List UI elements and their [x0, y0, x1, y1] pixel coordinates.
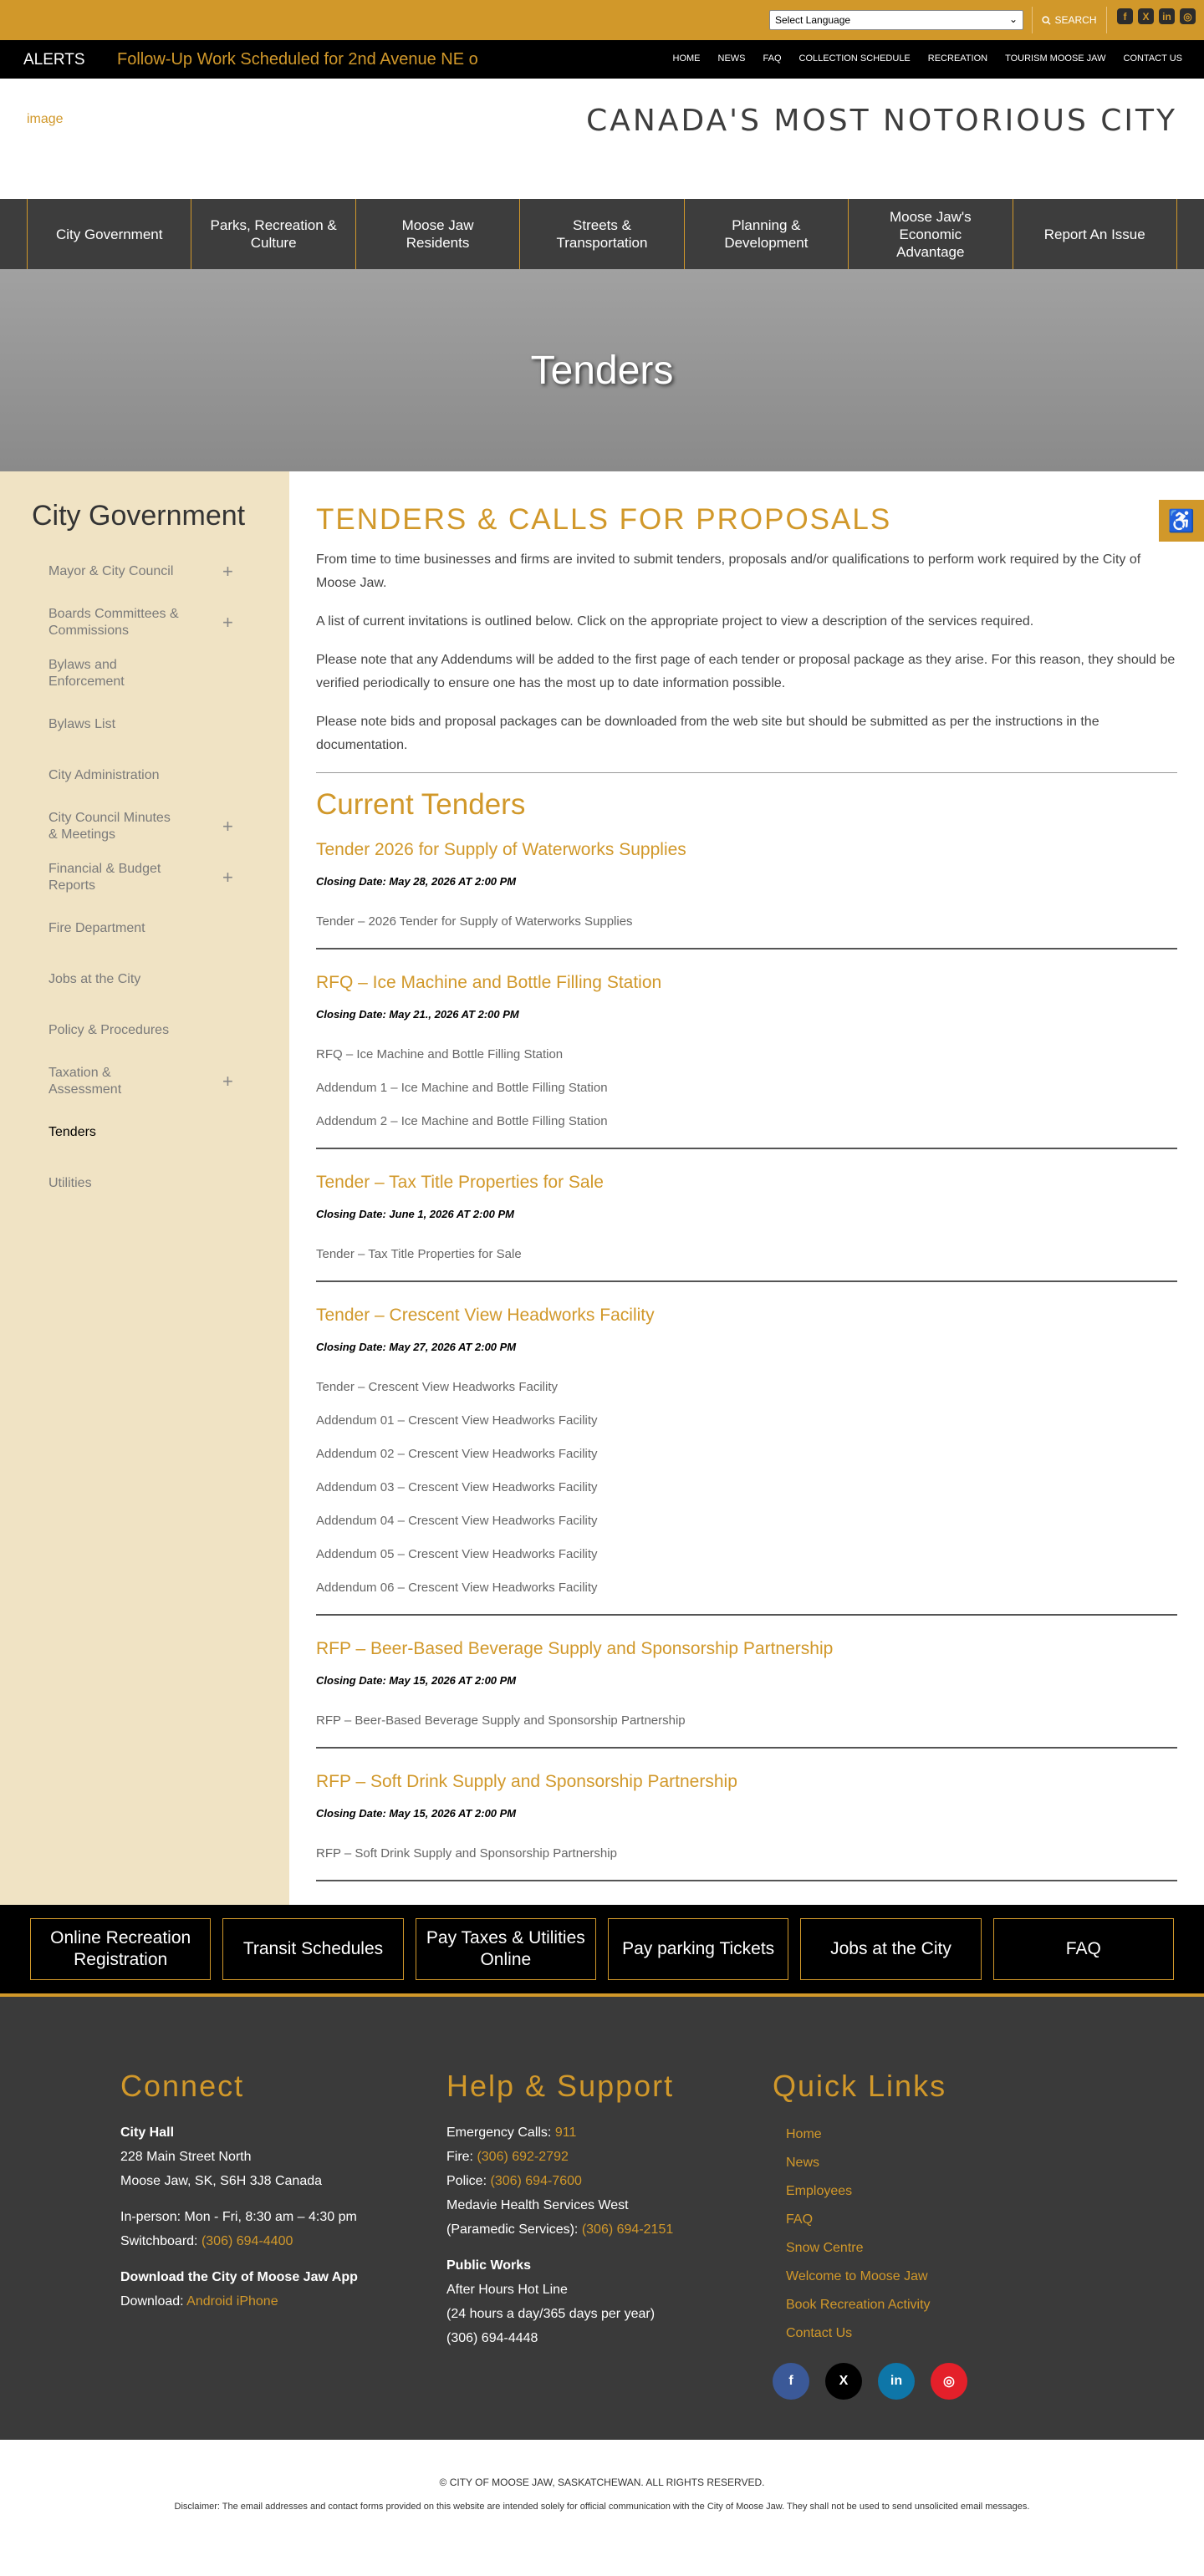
main-nav: [0, 199, 1204, 269]
util-nav-collection-schedule[interactable]: COLLECTION SCHEDULE: [798, 53, 911, 64]
instagram-icon[interactable]: ◎: [931, 2363, 967, 2400]
tender-documents: [316, 1380, 1177, 1595]
tender-document-link[interactable]: Addendum 06 – Crescent View Headworks Facility: [316, 1581, 598, 1595]
linkedin-icon[interactable]: in: [878, 2363, 915, 2400]
sidebar-item[interactable]: [32, 597, 258, 648]
tender-document-link[interactable]: Tender – Tax Title Properties for Sale: [316, 1247, 522, 1261]
tender-title[interactable]: Tender – Crescent View Headworks Facility: [316, 1306, 655, 1325]
alerts-label: ALERTS: [23, 51, 85, 69]
sidebar-item[interactable]: [32, 546, 258, 597]
site-tagline: CANADA'S MOST NOTORIOUS CITY: [586, 104, 1177, 138]
office-hours: In-person: Mon - Fri, 8:30 am – 4:30 pm: [120, 2210, 357, 2224]
content-heading: TENDERS & CALLS FOR PROPOSALS: [316, 503, 892, 536]
tender-title[interactable]: RFP – Beer-Based Beverage Supply and Sponsorship Partnership: [316, 1639, 834, 1658]
main-content: [289, 471, 1204, 1905]
tender-document-link[interactable]: Addendum 03 – Crescent View Headworks Facility: [316, 1480, 598, 1494]
tile-faq[interactable]: FAQ: [993, 1918, 1174, 1980]
nav-planning-development[interactable]: Planning & Development: [684, 199, 848, 269]
plus-icon[interactable]: +: [222, 815, 233, 837]
alerts-bar: [0, 40, 1204, 79]
paramedic-phone[interactable]: (306) 694-2151: [581, 2222, 674, 2237]
police-phone[interactable]: (306) 694-7600: [490, 2174, 582, 2188]
intro-paragraph: A list of current invitations is outlined below. Click on the appropriate project to view a description of the services required.: [316, 614, 1034, 629]
site-logo[interactable]: image: [27, 112, 64, 126]
util-nav-contact[interactable]: CONTACT US: [1123, 53, 1182, 64]
nav-streets-transportation[interactable]: Streets & Transportation: [519, 199, 683, 269]
tender-document-link[interactable]: RFP – Beer-Based Beverage Supply and Sponsorship Partnership: [316, 1713, 686, 1728]
footer-connect-title: Connect: [120, 2069, 245, 2103]
divider: [316, 772, 1177, 773]
footer-quick-links: [773, 2069, 1057, 2400]
nav-residents[interactable]: Moose Jaw Residents: [355, 199, 519, 269]
search-button[interactable]: [1032, 7, 1107, 33]
tile-transit-schedules[interactable]: Transit Schedules: [222, 1918, 403, 1980]
footer-connect: [120, 2069, 405, 2314]
divider: [316, 948, 1177, 949]
util-nav-faq[interactable]: FAQ: [763, 53, 782, 64]
quick-link[interactable]: Employees: [786, 2184, 853, 2198]
tile-pay-parking[interactable]: Pay parking Tickets: [608, 1918, 788, 1980]
x-icon[interactable]: X: [825, 2363, 862, 2400]
nav-economic-advantage[interactable]: Moose Jaw's Economic Advantage: [848, 199, 1012, 269]
tender-title[interactable]: RFP – Soft Drink Supply and Sponsorship Partnership: [316, 1772, 737, 1791]
util-nav-news[interactable]: NEWS: [717, 53, 746, 64]
disclaimer: Disclaimer: The email addresses and contact forms provided on this website are intended solely for official communication with the City of Moose Jaw. They shall not be used to send unsolicited email messages.: [174, 2502, 1030, 2512]
facebook-icon[interactable]: f: [773, 2363, 809, 2400]
plus-icon[interactable]: +: [222, 1070, 233, 1092]
tender-documents: [316, 1247, 1177, 1261]
sidebar-item[interactable]: [32, 1005, 258, 1056]
tender-document-link[interactable]: Tender – Crescent View Headworks Facility: [316, 1380, 559, 1394]
tender-closing-date: Closing Date: May 15, 2026 AT 2:00 PM: [316, 1674, 517, 1687]
search-icon: [1042, 16, 1051, 25]
after-hours-phone[interactable]: (306) 694-4448: [446, 2331, 538, 2345]
sidebar-item[interactable]: [32, 1056, 258, 1107]
emergency-phone[interactable]: 911: [554, 2125, 577, 2140]
nav-city-government[interactable]: City Government: [27, 199, 191, 269]
footer-help: [446, 2069, 731, 2350]
intro-paragraph: From time to time businesses and firms are invited to submit tenders, proposals and/or qualifications to perform work required by the City of Moose Jaw.: [316, 552, 1141, 590]
sidebar-item-label: Boards Committees & Commissions: [48, 606, 179, 638]
tender-document-link[interactable]: Addendum 04 – Crescent View Headworks Facility: [316, 1514, 598, 1528]
sidebar-item[interactable]: [32, 699, 258, 750]
city-hall-label: City Hall: [120, 2125, 175, 2140]
quick-link[interactable]: Welcome to Moose Jaw: [786, 2269, 928, 2283]
tender-document-link[interactable]: Addendum 02 – Crescent View Headworks Facility: [316, 1447, 598, 1461]
public-works-label: Public Works: [446, 2258, 532, 2273]
quick-link[interactable]: FAQ: [786, 2212, 814, 2227]
tender-documents: [316, 1047, 1177, 1128]
quick-link[interactable]: Home: [786, 2127, 822, 2141]
tender-documents: [316, 914, 1177, 929]
switchboard-phone[interactable]: (306) 694-4400: [201, 2234, 293, 2248]
intro-paragraph: Please note that any Addendums will be added to the first page of each tender or proposal package as they arise. For this reason, they should be verified periodically to ensure one has the most up to date information possible.: [316, 653, 1176, 690]
sidebar-item[interactable]: [32, 954, 258, 1005]
search-label: SEARCH: [1054, 14, 1097, 26]
sidebar-list: [32, 546, 258, 1209]
quick-link[interactable]: Contact Us: [786, 2326, 853, 2340]
nav-report-issue[interactable]: Report An Issue: [1013, 199, 1177, 269]
sidebar-item-label: Tenders: [48, 1124, 96, 1139]
after-hours-note: (24 hours a day/365 days per year): [446, 2307, 656, 2321]
linkedin-icon[interactable]: in: [1159, 8, 1175, 24]
alert-ticker[interactable]: Follow-Up Work Scheduled for 2nd Avenue NE o: [117, 50, 478, 69]
sidebar-item-label: Bylaws and Enforcement: [48, 657, 125, 689]
sidebar-item-label: Policy & Procedures: [48, 1022, 170, 1037]
tender-closing-date: Closing Date: May 15, 2026 AT 2:00 PM: [316, 1807, 517, 1820]
sidebar-item[interactable]: [32, 648, 258, 699]
footer-help-title: Help & Support: [446, 2069, 675, 2103]
tender-closing-date: Closing Date: June 1, 2026 AT 2:00 PM: [316, 1208, 514, 1220]
chevron-down-icon: ⌄: [1008, 13, 1018, 25]
tender-document-link[interactable]: Addendum 01 – Crescent View Headworks Facility: [316, 1413, 598, 1428]
accessibility-button[interactable]: [1159, 500, 1204, 542]
tender-item: [316, 1772, 1177, 1881]
tender-title[interactable]: RFQ – Ice Machine and Bottle Filling Station: [316, 973, 662, 992]
sidebar-item[interactable]: [32, 903, 258, 954]
divider: [316, 1880, 1177, 1881]
intro-text: [316, 548, 1177, 757]
sidebar-item[interactable]: [32, 750, 258, 801]
site-footer: [0, 1997, 1204, 2440]
page-title: Tenders: [530, 348, 674, 393]
tile-jobs[interactable]: Jobs at the City: [800, 1918, 981, 1980]
nav-parks-recreation[interactable]: Parks, Recreation & Culture: [191, 199, 355, 269]
sidebar-item-label: Bylaws List: [48, 716, 116, 731]
iphone-link[interactable]: iPhone: [236, 2294, 278, 2309]
sidebar-item-label: Utilities: [48, 1175, 92, 1190]
sidebar-item-label: Fire Department: [48, 920, 145, 935]
tender-closing-date: Closing Date: May 27, 2026 AT 2:00 PM: [316, 1341, 517, 1353]
footer-social: [773, 2363, 1057, 2400]
language-select-value: Select Language: [775, 14, 851, 26]
tender-document-link[interactable]: Addendum 1 – Ice Machine and Bottle Filling Station: [316, 1081, 608, 1095]
tender-closing-date: Closing Date: May 28, 2026 AT 2:00 PM: [316, 875, 517, 888]
sidebar-item[interactable]: [32, 852, 258, 903]
tender-document-link[interactable]: Addendum 2 – Ice Machine and Bottle Filling Station: [316, 1114, 608, 1128]
tender-document-link[interactable]: Tender – 2026 Tender for Supply of Waterworks Supplies: [316, 914, 633, 929]
sidebar-item-label: Taxation & Assessment: [48, 1065, 122, 1097]
tender-item: [316, 1639, 1177, 1749]
sidebar-title: City Government: [32, 500, 246, 532]
x-icon[interactable]: X: [1138, 8, 1154, 24]
top-bar: [0, 0, 1204, 40]
address-line-1: 228 Main Street North: [120, 2150, 252, 2164]
util-nav-recreation[interactable]: RECREATION: [927, 53, 988, 64]
quick-links-list: [773, 2120, 1057, 2348]
android-link[interactable]: Android: [186, 2294, 233, 2309]
tender-title[interactable]: Tender 2026 for Supply of Waterworks Supplies: [316, 840, 686, 859]
sidebar-item[interactable]: [32, 1107, 258, 1158]
copyright: © CITY OF MOOSE JAW, SASKATCHEWAN. ALL RIGHTS RESERVED.: [439, 2477, 765, 2488]
tile-pay-taxes[interactable]: Pay Taxes & Utilities Online: [416, 1918, 596, 1980]
accessibility-icon: ♿: [1167, 507, 1196, 533]
medavie-label: Medavie Health Services West: [446, 2198, 629, 2212]
fire-phone[interactable]: (306) 692-2792: [477, 2150, 569, 2164]
tender-item: [316, 973, 1177, 1149]
quick-link[interactable]: Book Recreation Activity: [786, 2298, 931, 2312]
tender-item: [316, 1173, 1177, 1282]
download-label: Download:: [120, 2294, 184, 2309]
tender-document-link[interactable]: Addendum 05 – Crescent View Headworks Facility: [316, 1547, 598, 1561]
intro-paragraph: Please note bids and proposal packages can be downloaded from the web site but should be submitted as per the instructions in the documentation.: [316, 715, 1099, 752]
divider: [316, 1148, 1177, 1149]
facebook-icon[interactable]: f: [1117, 8, 1133, 24]
divider: [316, 1747, 1177, 1749]
sidebar-item-label: City Council Minutes & Meetings: [48, 810, 171, 842]
sidebar-item-label: Mayor & City Council: [48, 563, 174, 578]
tender-documents: [316, 1846, 1177, 1861]
plus-icon[interactable]: +: [222, 866, 233, 888]
switchboard-label: Switchboard:: [120, 2234, 198, 2248]
fire-label: Fire:: [446, 2150, 473, 2164]
instagram-icon[interactable]: ◎: [1180, 8, 1196, 24]
tender-title[interactable]: Tender – Tax Title Properties for Sale: [316, 1173, 604, 1192]
after-hours-label: After Hours Hot Line: [446, 2283, 568, 2297]
plus-icon[interactable]: +: [222, 611, 233, 633]
util-nav-tourism[interactable]: TOURISM MOOSE JAW: [1005, 53, 1106, 64]
app-title: Download the City of Moose Jaw App: [120, 2270, 358, 2284]
utility-nav: [673, 53, 1183, 64]
sidebar-item-label: City Administration: [48, 767, 160, 782]
util-nav-home[interactable]: HOME: [672, 53, 701, 64]
main-area: [0, 471, 1204, 1905]
emergency-label: Emergency Calls:: [446, 2125, 552, 2140]
footer-quick-links-title: Quick Links: [773, 2069, 947, 2103]
tender-item: [316, 1306, 1177, 1616]
paramedic-label: (Paramedic Services):: [446, 2222, 579, 2237]
sidebar-item-label: Financial & Budget Reports: [48, 861, 161, 893]
divider: [316, 1614, 1177, 1616]
tender-documents: [316, 1713, 1177, 1728]
sidebar-item-label: Jobs at the City: [48, 971, 141, 986]
tile-online-recreation[interactable]: Online Recreation Registration: [30, 1918, 211, 1980]
quick-tiles: [0, 1905, 1204, 1997]
social-links-top: [1117, 8, 1196, 24]
plus-icon[interactable]: +: [222, 560, 233, 582]
sidebar-item[interactable]: [32, 1158, 258, 1209]
tender-list: [316, 840, 1177, 1881]
tender-document-link[interactable]: RFQ – Ice Machine and Bottle Filling Station: [316, 1047, 564, 1061]
police-label: Police:: [446, 2174, 487, 2188]
sidebar-item[interactable]: [32, 801, 258, 852]
quick-link[interactable]: Snow Centre: [786, 2241, 864, 2255]
current-tenders-heading: Current Tenders: [316, 788, 526, 821]
sidebar: [0, 471, 289, 1905]
divider: [316, 1280, 1177, 1282]
tender-closing-date: Closing Date: May 21., 2026 AT 2:00 PM: [316, 1008, 519, 1021]
site-header: [0, 79, 1204, 199]
page-hero: [0, 269, 1204, 471]
address-line-2: Moose Jaw, SK, S6H 3J8 Canada: [120, 2174, 323, 2188]
tender-document-link[interactable]: RFP – Soft Drink Supply and Sponsorship Partnership: [316, 1846, 617, 1861]
language-select[interactable]: [769, 10, 1023, 30]
tender-item: [316, 840, 1177, 949]
quick-link[interactable]: News: [786, 2156, 820, 2170]
bottom-bar: [0, 2440, 1204, 2547]
